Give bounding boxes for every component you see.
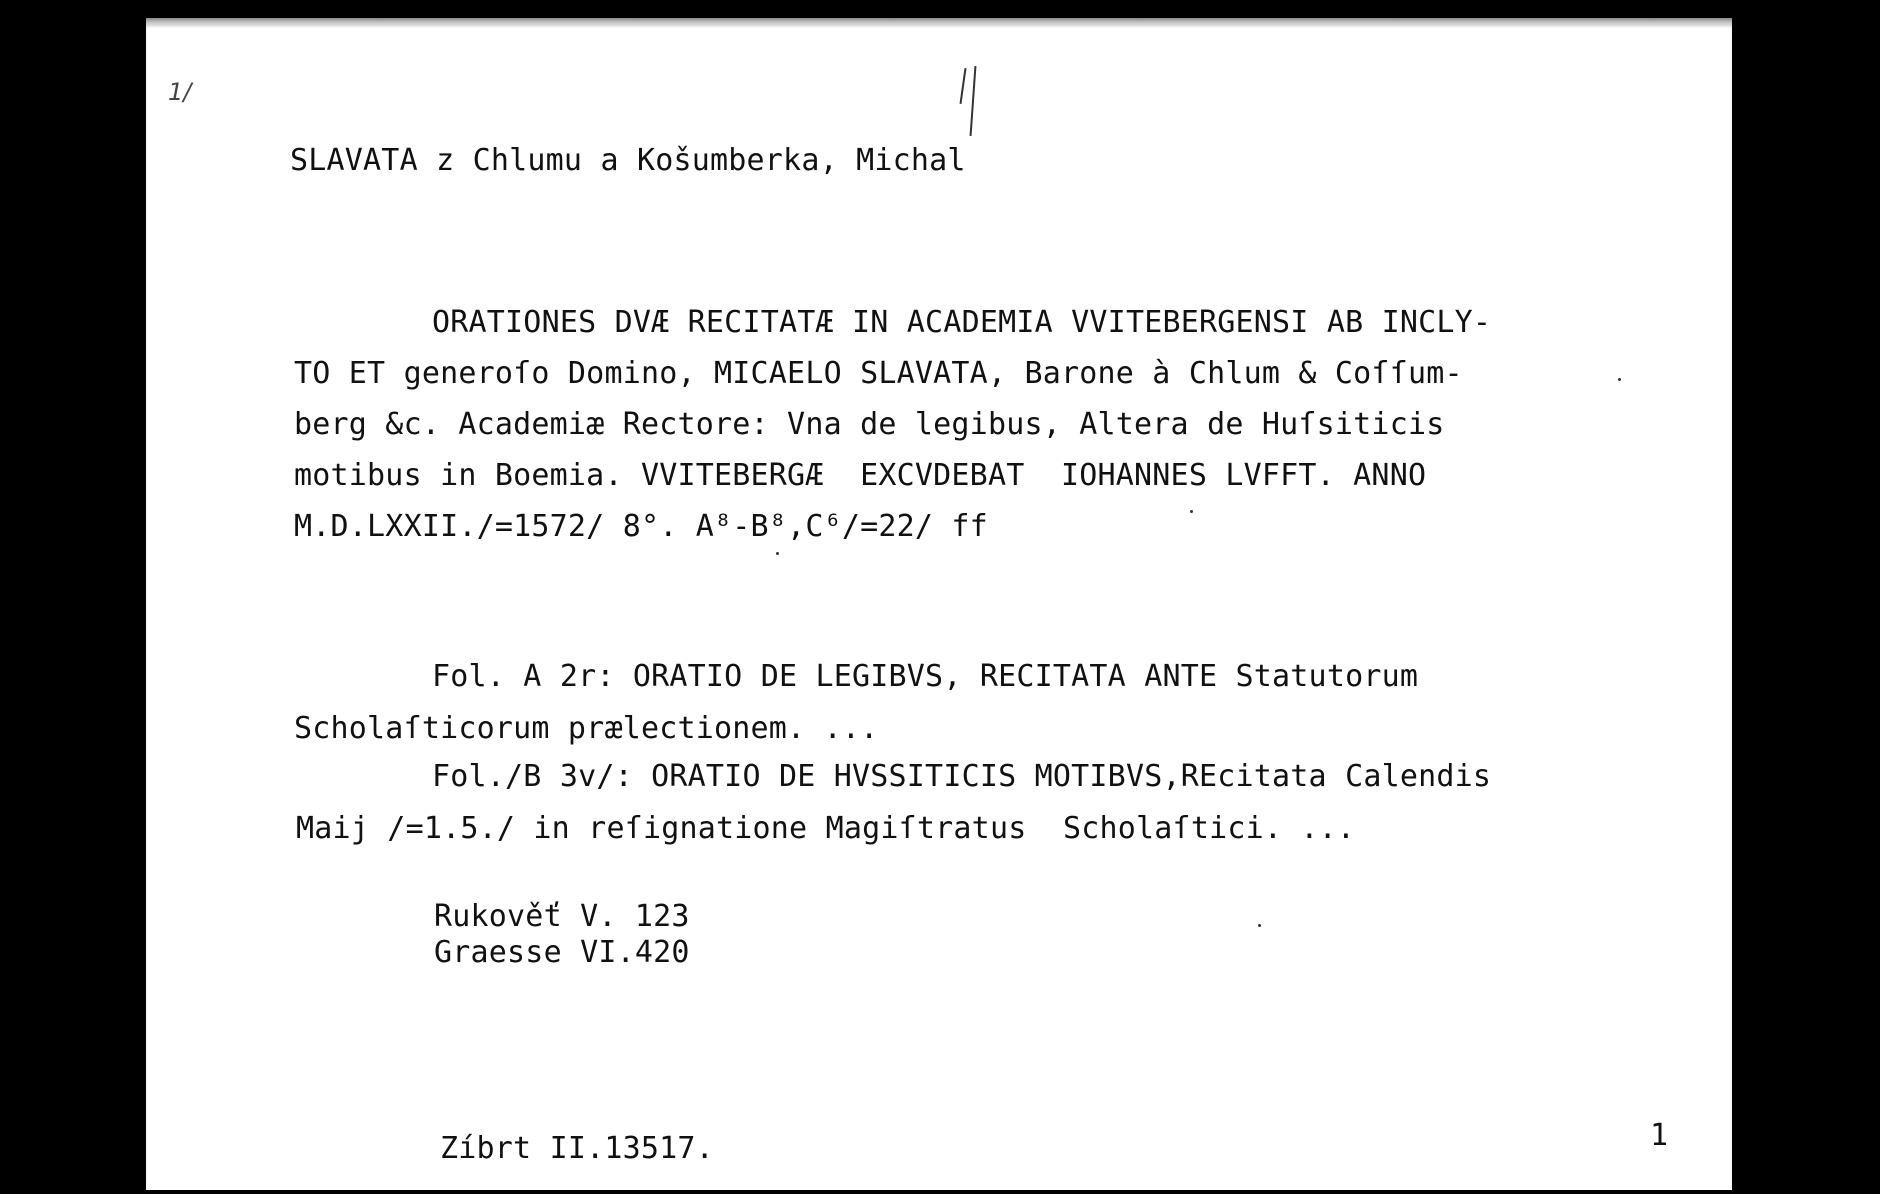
card-top-edge — [146, 18, 1732, 28]
reference-line: Graesse VI.420 — [434, 935, 690, 970]
card-heading: SLAVATA z Chlumu a Košumberka, Michal — [290, 143, 966, 178]
fol-line: Fol./B 3v/: ORATIO DE HVSSITICIS MOTIBVS,REcitata Calendis — [432, 759, 1492, 794]
fol-line: Maij /=1.5./ in reſignatione Magiſtratus Scholaſtici. ... — [296, 811, 1356, 846]
speck — [1618, 378, 1621, 381]
title-line: ORATIONES DVÆ RECITATÆ IN ACADEMIA VVITEBERGENSI AB INCLY- — [432, 305, 1492, 340]
card-number: 1 — [1650, 1118, 1669, 1153]
speck — [1190, 510, 1193, 513]
speck — [1258, 924, 1261, 927]
speck — [776, 552, 779, 555]
title-line: M.D.LXXII./=1572/ 8°. A⁸-B⁸,C⁶/=22/ ff — [294, 509, 988, 544]
fol-line: Scholaſticorum prælectionem. ... — [294, 711, 879, 746]
zibrt-reference: Zíbrt II.13517. — [440, 1131, 714, 1166]
pencil-tick — [970, 66, 977, 136]
reference-line: Rukověť V. 123 — [434, 899, 690, 934]
fol-line: Fol. A 2r: ORATIO DE LEGIBVS, RECITATA ANTE Statutorum — [432, 659, 1419, 694]
title-line: motibus in Boemia. VVITEBERGÆ EXCVDEBAT IOHANNES LVFFT. ANNO — [294, 458, 1427, 493]
margin-mark: 1/ — [168, 78, 192, 106]
title-line: TO ET generoſo Domino, MICAELO SLAVATA, Barone à Chlum & Coſſum- — [294, 356, 1463, 391]
title-line: berg &c. Academiæ Rectore: Vna de legibus, Altera de Huſsiticis — [294, 407, 1445, 442]
pencil-tick — [960, 68, 967, 104]
catalog-card — [146, 18, 1732, 1190]
